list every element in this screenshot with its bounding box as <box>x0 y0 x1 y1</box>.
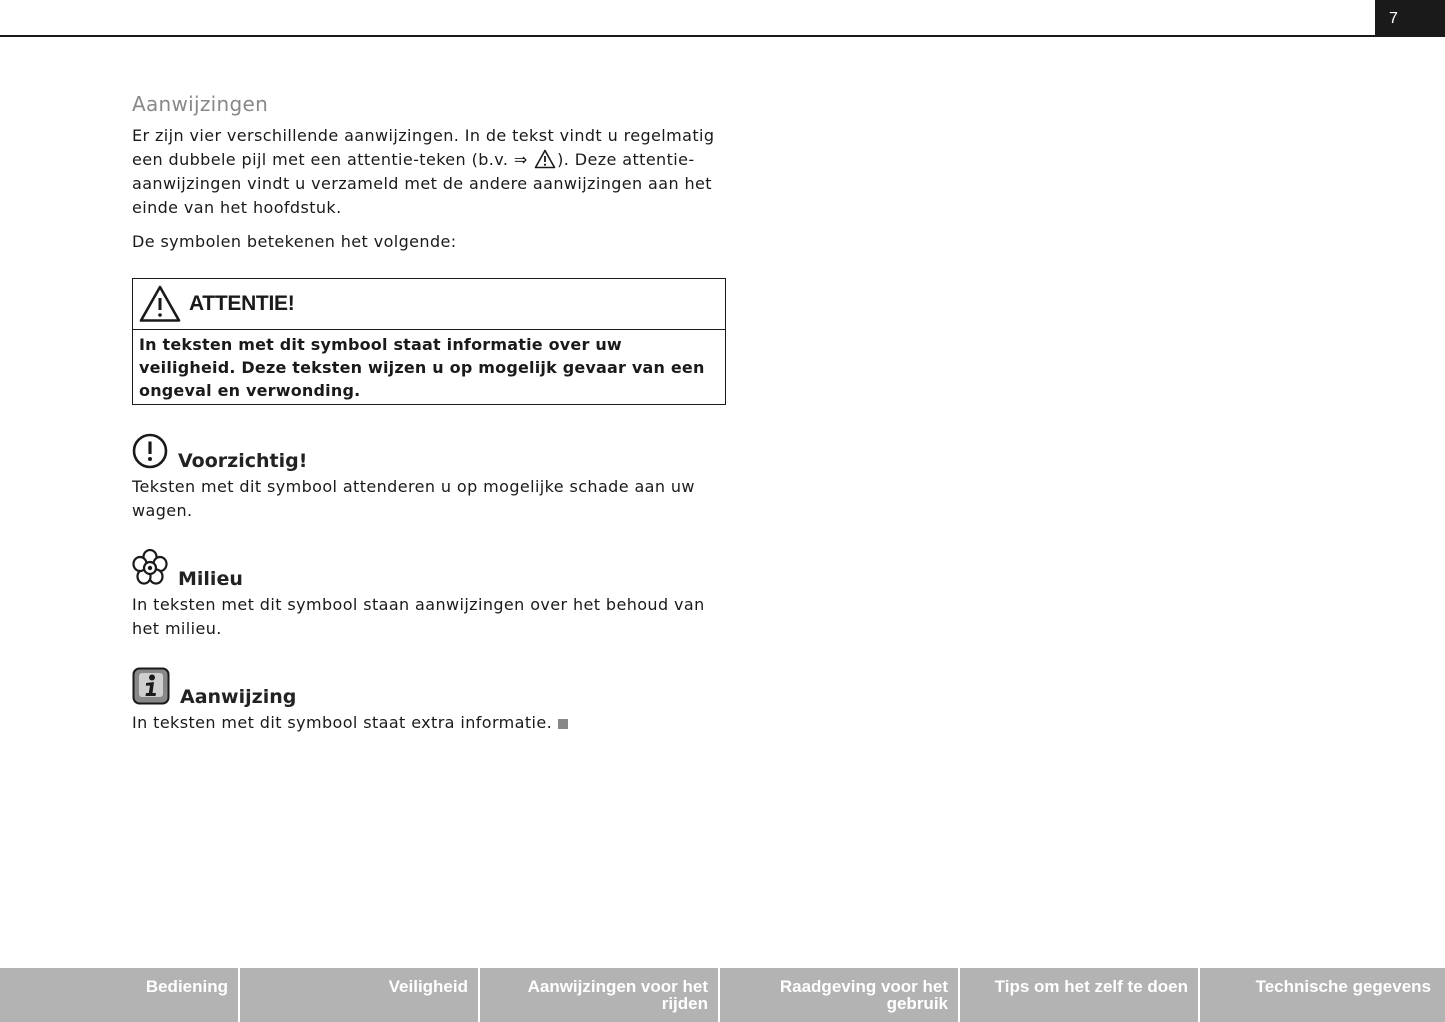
footer-tab-raadgeving-voor-het-gebruik[interactable]: Raadgeving voor het gebruik <box>720 968 960 1022</box>
environment-section <box>132 547 732 641</box>
footer-tab-bediening[interactable]: Bediening <box>0 968 240 1022</box>
environment-text: In teksten met dit symbool staan aanwijzingen over het behoud van het milieu. <box>132 595 705 638</box>
page-number: 7 <box>1375 0 1445 37</box>
intro-text-start: Er zijn vier verschillende aanwijzingen. In de tekst vindt u regelmatig een dubbele pijl met een attentie-teken (b.v. ⇒ <box>132 126 715 169</box>
main-content <box>132 92 732 735</box>
footer-tab-veiligheid[interactable]: Veiligheid <box>240 968 480 1022</box>
info-icon <box>132 667 170 705</box>
footer-tab-technische-gegevens[interactable]: Technische gegevens <box>1255 977 1431 996</box>
warning-title: ATTENTIE! <box>189 292 295 315</box>
footer-tab-aanwijzingen-voor-het-rijden[interactable]: Aanwijzingen voor het rijden <box>480 968 720 1022</box>
note-text: In teksten met dit symbool staat extra informatie. <box>132 713 553 732</box>
caution-section <box>132 429 732 523</box>
end-of-section-square <box>558 719 568 729</box>
exclamation-circle-icon <box>132 433 168 469</box>
flower-icon <box>132 549 168 587</box>
inline-warning-icon <box>534 149 556 169</box>
note-section <box>132 665 732 735</box>
section-title: Aanwijzingen <box>132 92 269 116</box>
top-rule <box>0 35 1375 37</box>
environment-title: Milieu <box>178 568 243 590</box>
caution-text: Teksten met dit symbool attenderen u op mogelijke schade aan uw wagen. <box>132 477 695 520</box>
warning-box <box>132 278 726 405</box>
intro-paragraph <box>132 124 732 220</box>
warning-header <box>133 279 725 330</box>
symbols-intro: De symbolen betekenen het volgende: <box>132 232 457 251</box>
intro-text-end: ). Deze attentie-aanwijzingen vindt u verzameld met de andere aanwijzingen aan het einde van het hoofdstuk. <box>132 150 712 217</box>
warning-triangle-icon <box>139 285 181 323</box>
footer-nav <box>0 968 1445 1022</box>
note-paragraph <box>132 711 732 735</box>
caution-title: Voorzichtig! <box>178 450 308 472</box>
note-title: Aanwijzing <box>180 686 297 708</box>
warning-text: In teksten met dit symbool staat informatie over uw veiligheid. Deze teksten wijzen u op mogelijk gevaar van een ongeval en verwonding. <box>139 335 705 400</box>
footer-tab-tips-om-het-zelf-te-doen[interactable]: Tips om het zelf te doen <box>960 968 1200 1022</box>
